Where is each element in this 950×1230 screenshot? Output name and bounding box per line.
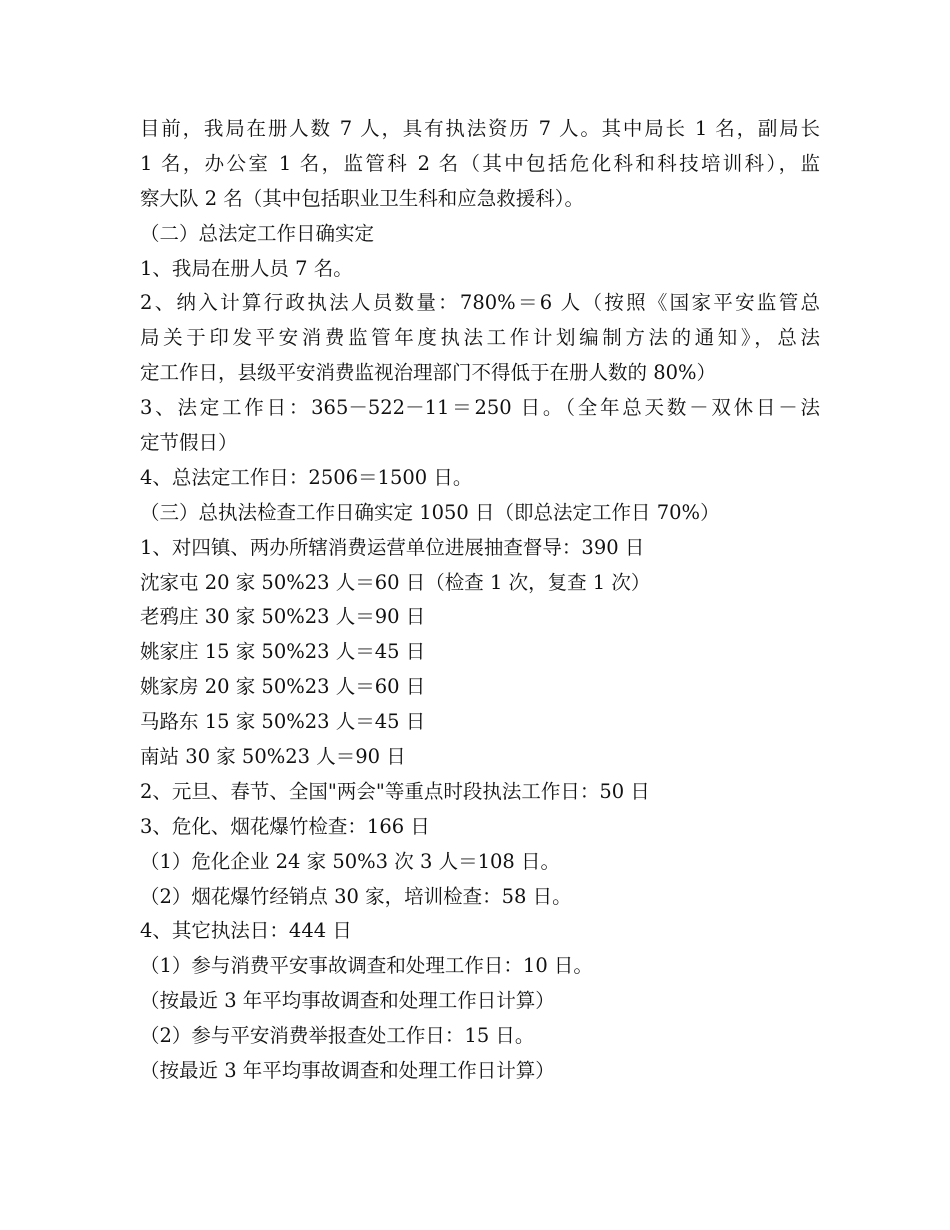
list-item: 3、法定工作日：365－522－11＝250 日。（全年总天数－双休日－法 [140, 396, 820, 420]
list-item: 2、元旦、春节、全国"两会"等重点时段执法工作日：50 日 [140, 779, 650, 803]
section-heading: （三）总执法检查工作日确实定 1050 日（即总法定工作日 70%） [140, 500, 720, 524]
paragraph-line: 目前，我局在册人数 7 人，具有执法资历 7 人。其中局长 1 名，副局长 [140, 117, 820, 140]
section-heading: （二）总法定工作日确实定 [140, 221, 375, 245]
list-item: （2）参与平安消费举报查处工作日：15 日。 [140, 1024, 535, 1048]
list-item: 姚家房 20 家 50%23 人＝60 日 [140, 675, 426, 699]
document-body [140, 112, 820, 1089]
list-item: 4、其它执法日：444 日 [140, 919, 352, 943]
list-item: 马路东 15 家 50%23 人＝45 日 [140, 710, 426, 734]
paragraph-line: 1 名，办公室 1 名，监管科 2 名（其中包括危化科和科技培训科），监 [140, 151, 820, 175]
list-item: 老鸦庄 30 家 50%23 人＝90 日 [140, 605, 426, 629]
list-item: （1）危化企业 24 家 50%3 次 3 人＝108 日。 [140, 849, 560, 873]
list-item: 1、对四镇、两办所辖消费运营单位进展抽查督导：390 日 [140, 535, 645, 559]
list-item: 2、纳入计算行政执法人员数量：780%＝6 人（按照《国家平安监管总 [140, 291, 820, 315]
list-item: 沈家屯 20 家 50%23 人＝60 日（检查 1 次，复查 1 次） [140, 570, 651, 594]
list-item: 1、我局在册人员 7 名。 [140, 256, 353, 280]
paragraph-line: 定节假日） [140, 431, 238, 455]
paragraph-line: 察大队 2 名（其中包括职业卫生科和应急救援科）。 [140, 186, 585, 210]
list-item: 4、总法定工作日：2506＝1500 日。 [140, 465, 473, 489]
paragraph-line: 定工作日，县级平安消费监视治理部门不得低于在册人数的 80%） [140, 361, 717, 385]
list-item: （2）烟花爆竹经销点 30 家，培训检查：58 日。 [140, 884, 572, 908]
list-item: 姚家庄 15 家 50%23 人＝45 日 [140, 640, 426, 664]
note-line: （按最近 3 年平均事故调查和处理工作日计算） [140, 1059, 555, 1083]
list-item: 南站 30 家 50%23 人＝90 日 [140, 745, 406, 769]
note-line: （按最近 3 年平均事故调查和处理工作日计算） [140, 989, 555, 1013]
list-item: 3、危化、烟花爆竹检查：166 日 [140, 814, 430, 838]
list-item: （1）参与消费平安事故调查和处理工作日：10 日。 [140, 954, 593, 978]
paragraph-line: 局关于印发平安消费监管年度执法工作计划编制方法的通知》，总法 [140, 326, 820, 350]
